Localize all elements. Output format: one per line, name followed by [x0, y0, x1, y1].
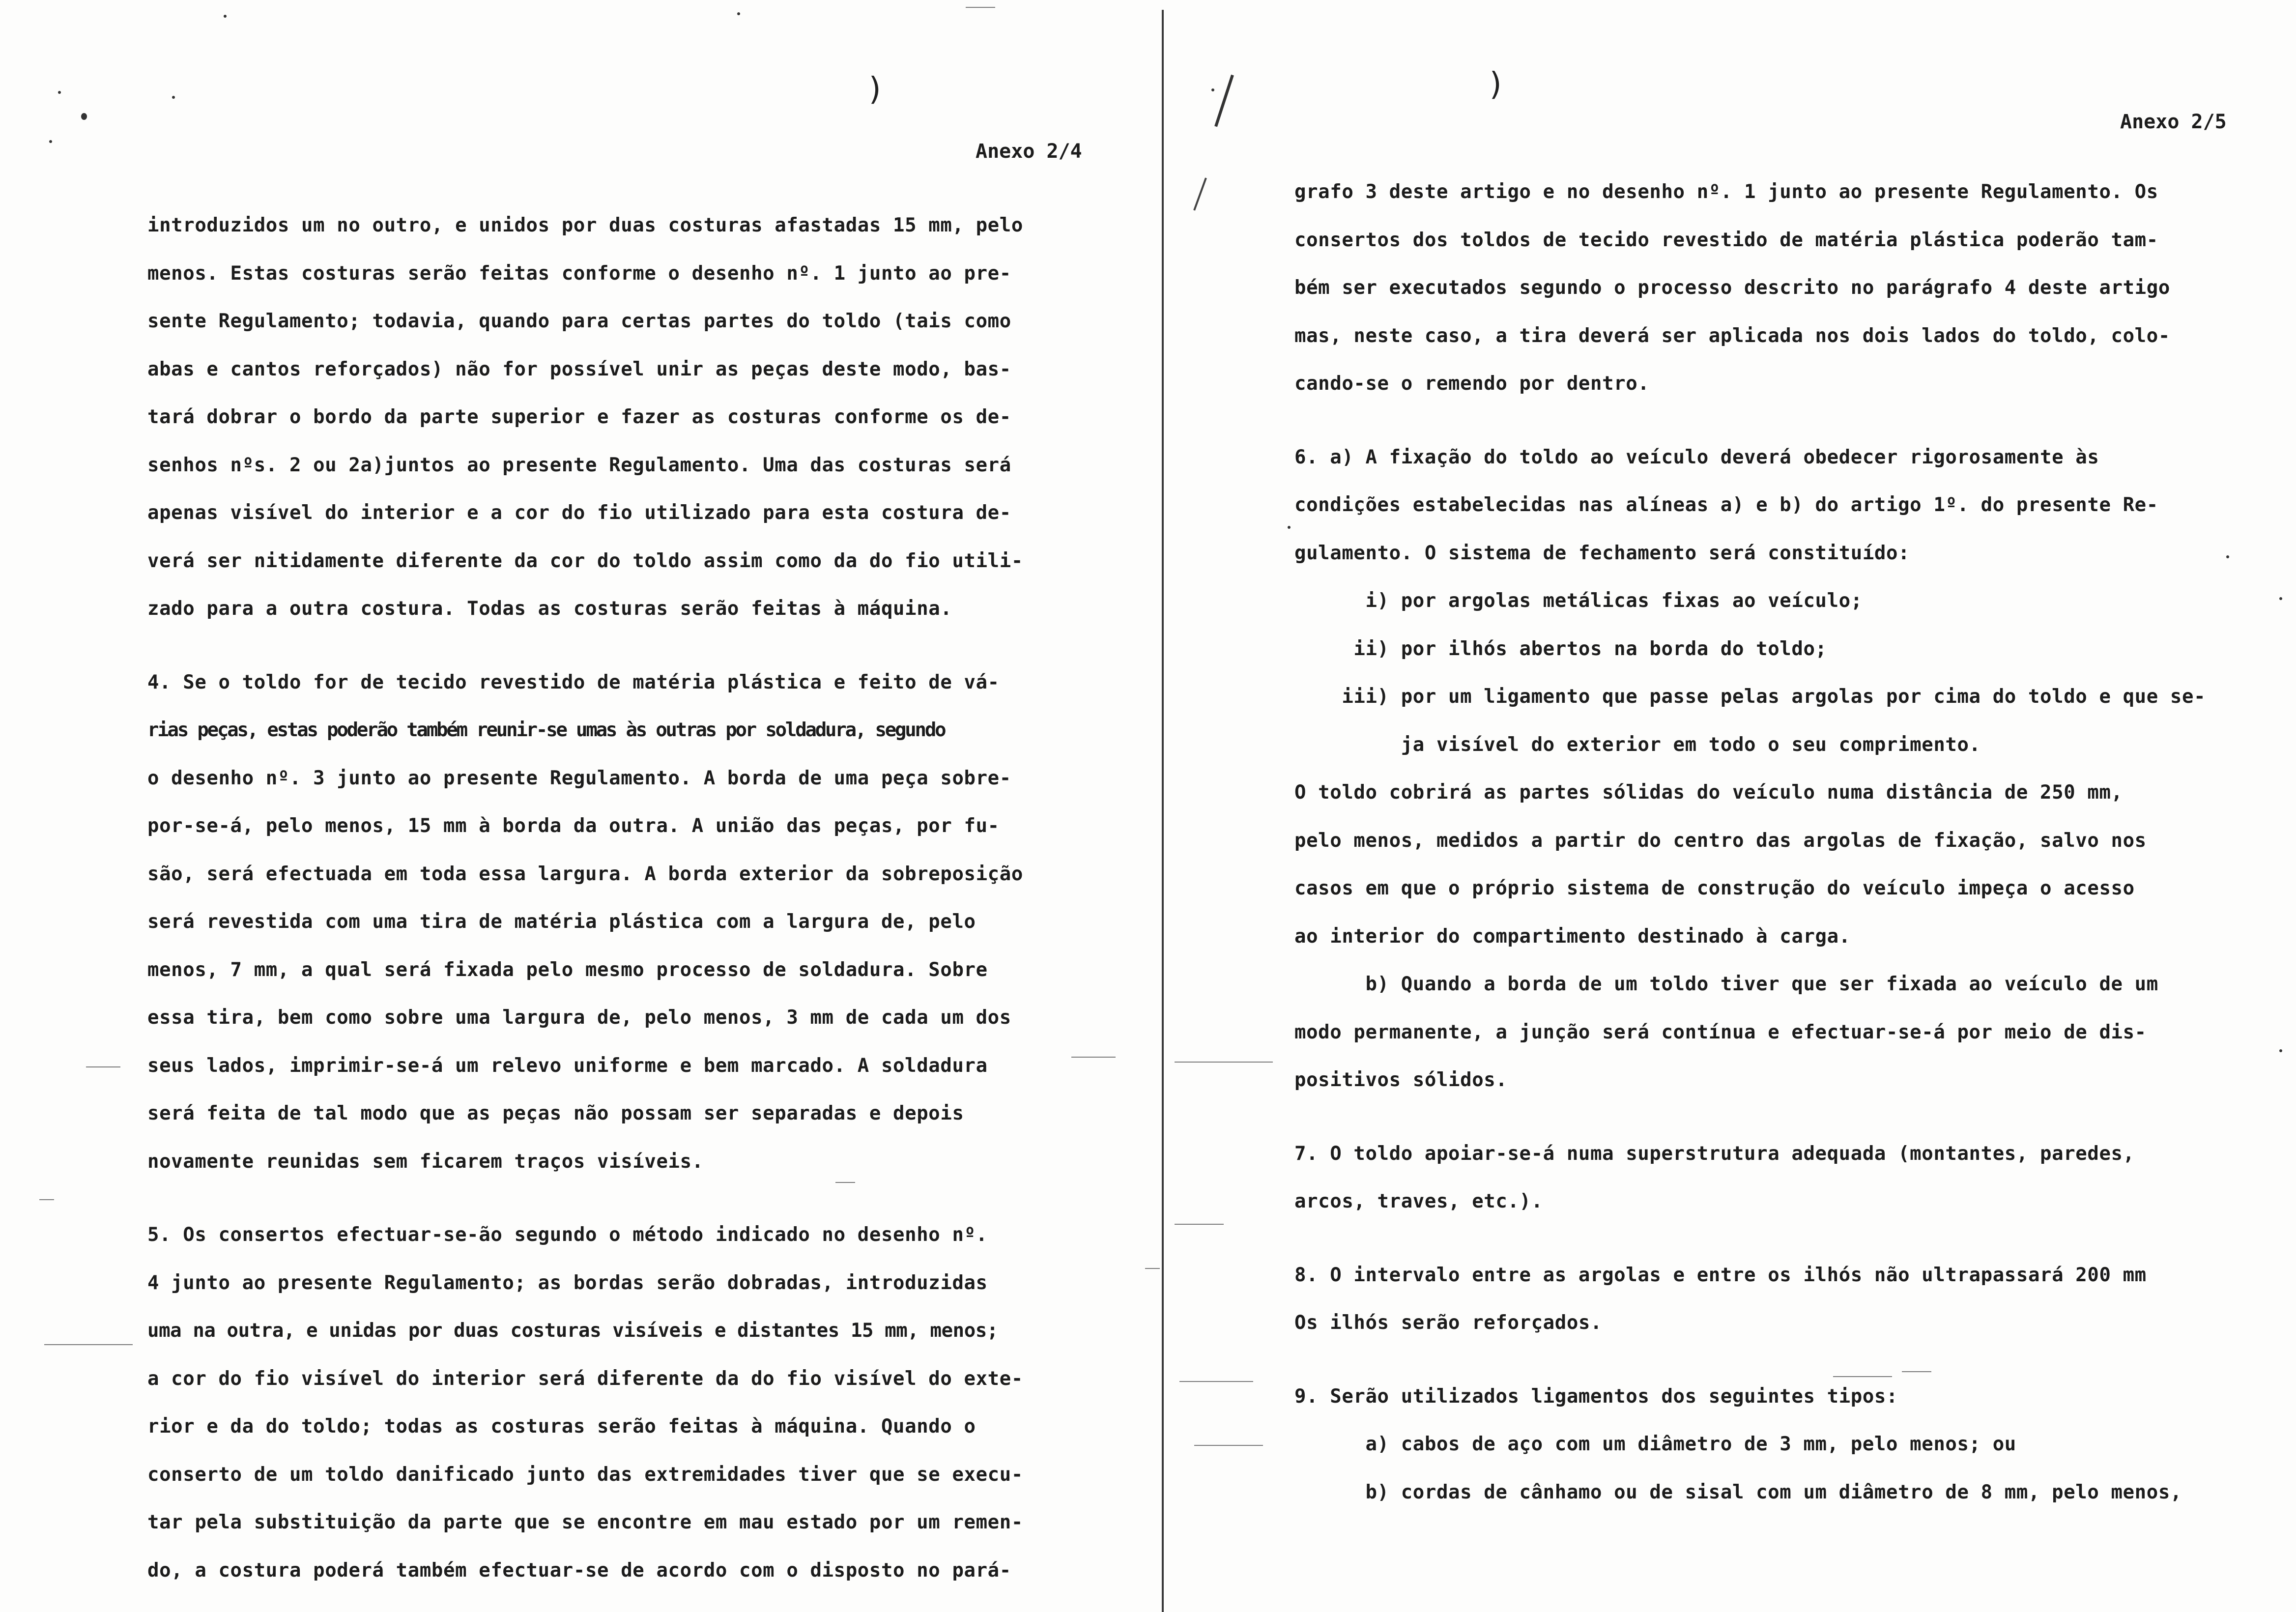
- left-body-text: [147, 202, 1023, 1594]
- text-line: ja visível do exterior em todo o seu comprimento.: [1294, 733, 1981, 756]
- scan-speck: [224, 15, 227, 18]
- text-line: ao interior do compartimento destinado à carga.: [1294, 925, 1851, 948]
- scan-dash: [39, 1199, 54, 1200]
- scan-dash: [1175, 1062, 1273, 1063]
- scan-dash: [966, 7, 995, 8]
- list-item-iii: iii) por um ligamento que passe pelas argolas por cima do toldo e que se-: [1294, 686, 2206, 708]
- text-line: consertos dos toldos de tecido revestido de matéria plástica poderão tam-: [1294, 229, 2158, 251]
- text-line: mas, neste caso, a tira deverá ser aplicada nos dois lados do toldo, colo-: [1294, 324, 2170, 347]
- scan-speck: [2279, 1049, 2282, 1052]
- paragraph-gap: [1294, 1104, 2206, 1130]
- text-line: 4 junto ao presente Regulamento; as bordas serão dobradas, introduzidas: [147, 1271, 988, 1294]
- paragraph-gap: [1294, 1226, 2206, 1251]
- scan-speck: [58, 91, 61, 94]
- text-line: menos. Estas costuras serão feitas conforme o desenho nº. 1 junto ao pre-: [147, 262, 1011, 285]
- text-line: a cor do fio visível do interior será diferente da do fio visível do exte-: [147, 1367, 1023, 1390]
- text-line: conserto de um toldo danificado junto das extremidades tiver que se execu-: [147, 1463, 1023, 1486]
- scan-dash: [1145, 1268, 1160, 1269]
- scan-dash: [1194, 1445, 1263, 1446]
- paren-mark: ): [1487, 66, 1506, 103]
- scan-speck: [1211, 88, 1214, 91]
- text-line: senhos nºs. 2 ou 2a)juntos ao presente Regulamento. Uma das costuras será: [147, 454, 1011, 476]
- paragraph-6-line: 6. a) A fixação do toldo ao veículo deverá obedecer rigorosamente às: [1294, 446, 2099, 468]
- paragraph-gap: [147, 633, 1023, 659]
- text-line: casos em que o próprio sistema de construção do veículo impeça o acesso: [1294, 877, 2135, 899]
- text-line: verá ser nitidamente diferente da cor do toldo assim como da do fio utili-: [147, 549, 1023, 572]
- text-line: novamente reunidas sem ficarem traços visíveis.: [147, 1150, 704, 1173]
- text-line: por-se-á, pelo menos, 15 mm à borda da outra. A união das peças, por fu-: [147, 815, 1000, 837]
- text-line: arcos, traves, etc.).: [1294, 1190, 1543, 1212]
- text-line: positivos sólidos.: [1294, 1069, 1508, 1091]
- text-line: do, a costura poderá também efectuar-se de acordo com o disposto no pará-: [147, 1559, 1011, 1582]
- scan-speck: [737, 12, 740, 15]
- scan-speck: [1288, 526, 1291, 529]
- scan-speck: [2279, 597, 2282, 600]
- scan-dash: [1175, 1224, 1224, 1225]
- scan-speck: [172, 96, 175, 99]
- text-line: o desenho nº. 3 junto ao presente Regulamento. A borda de uma peça sobre-: [147, 767, 1011, 789]
- scan-dash: [1071, 1057, 1116, 1058]
- text-line: será feita de tal modo que as peças não possam ser separadas e depois: [147, 1102, 964, 1124]
- paragraph-4-line: 4. Se o toldo for de tecido revestido de matéria plástica e feito de vá-: [147, 671, 1000, 693]
- text-line: essa tira, bem como sobre uma largura de, pelo menos, 3 mm de cada um dos: [147, 1007, 1011, 1029]
- scan-dash: [1179, 1381, 1253, 1382]
- list-item-ii: ii) por ilhós abertos na borda do toldo;: [1294, 637, 1827, 660]
- paragraph-8-line: 8. O intervalo entre as argolas e entre os ilhós não ultrapassará 200 mm: [1294, 1264, 2147, 1286]
- text-line: introduzidos um no outro, e unidos por duas costuras afastadas 15 mm, pelo: [147, 214, 1023, 236]
- list-item-a: a) cabos de aço com um diâmetro de 3 mm, pelo menos; ou: [1294, 1433, 2016, 1455]
- scan-stroke: [1193, 177, 1207, 210]
- paragraph-9-line: 9. Serão utilizados ligamentos dos seguintes tipos:: [1294, 1385, 1898, 1408]
- scan-dash: [1902, 1371, 1931, 1372]
- paragraph-6b-line: b) Quando a borda de um toldo tiver que ser fixada ao veículo de um: [1294, 973, 2158, 995]
- text-line: rior e da do toldo; todas as costuras serão feitas à máquina. Quando o: [147, 1415, 976, 1438]
- list-item-b: b) cordas de cânhamo ou de sisal com um diâmetro de 8 mm, pelo menos,: [1294, 1481, 2182, 1503]
- page-header: Anexo 2/4: [976, 140, 1082, 163]
- text-line: abas e cantos reforçados) não for possível unir as peças deste modo, bas-: [147, 358, 1011, 380]
- text-line: uma na outra, e unidas por duas costuras visíveis e distantes 15 mm, menos;: [147, 1320, 998, 1342]
- scan-dash: [86, 1066, 120, 1067]
- right-body-text: [1294, 168, 2206, 1516]
- paren-mark: ): [866, 71, 885, 108]
- paragraph-gap: [147, 1185, 1023, 1211]
- text-line: seus lados, imprimir-se-á um relevo uniforme e bem marcado. A soldadura: [147, 1054, 988, 1077]
- text-line: modo permanente, a junção será contínua e efectuar-se-á por meio de dis-: [1294, 1021, 2147, 1043]
- paragraph-7-line: 7. O toldo apoiar-se-á numa superstrutura adequada (montantes, paredes,: [1294, 1142, 2135, 1165]
- page-header: Anexo 2/5: [2120, 111, 2227, 133]
- text-line: gulamento. O sistema de fechamento será constituído:: [1294, 542, 1910, 564]
- text-line: será revestida com uma tira de matéria plástica com a largura de, pelo: [147, 911, 976, 933]
- list-item-i: i) por argolas metálicas fixas ao veículo;: [1294, 590, 1863, 612]
- text-line: tar pela substituição da parte que se encontre em mau estado por um remen-: [147, 1511, 1023, 1533]
- text-line: O toldo cobrirá as partes sólidas do veículo numa distância de 250 mm,: [1294, 781, 2123, 804]
- text-line: cando-se o remendo por dentro.: [1294, 373, 1650, 395]
- text-line: pelo menos, medidos a partir do centro das argolas de fixação, salvo nos: [1294, 829, 2147, 852]
- scan-dash: [835, 1182, 855, 1183]
- text-line: sente Regulamento; todavia, quando para certas partes do toldo (tais como: [147, 310, 1011, 332]
- text-line: Os ilhós serão reforçados.: [1294, 1312, 1603, 1334]
- paragraph-gap: [1294, 1347, 2206, 1373]
- scan-stroke: [1214, 75, 1234, 127]
- text-line: bém ser executados segundo o processo descrito no parágrafo 4 deste artigo: [1294, 277, 2170, 299]
- scan-speck: [49, 140, 52, 143]
- paragraph-gap: [1294, 408, 2206, 433]
- scan-speck: [2226, 555, 2229, 558]
- text-line: rias peças, estas poderão também reunir-se umas às outras por soldadura, segundo: [147, 719, 945, 741]
- paragraph-5-line: 5. Os consertos efectuar-se-ão segundo o método indicado no desenho nº.: [147, 1224, 988, 1246]
- text-line: menos, 7 mm, a qual será fixada pelo mesmo processo de soldadura. Sobre: [147, 958, 988, 981]
- text-line: zado para a outra costura. Todas as costuras serão feitas à máquina.: [147, 598, 952, 620]
- text-line: grafo 3 deste artigo e no desenho nº. 1 junto ao presente Regulamento. Os: [1294, 181, 2158, 203]
- scan-speck: [81, 113, 87, 120]
- text-line: são, será efectuada em toda essa largura. A borda exterior da sobreposição: [147, 863, 1023, 885]
- text-line: apenas visível do interior e a cor do fio utilizado para esta costura de-: [147, 502, 1011, 524]
- page-divider: [1162, 10, 1164, 1612]
- scan-dash: [1833, 1376, 1892, 1377]
- scan-dash: [44, 1344, 133, 1345]
- text-line: tará dobrar o bordo da parte superior e fazer as costuras conforme os de-: [147, 406, 1011, 428]
- text-line: condições estabelecidas nas alíneas a) e b) do artigo 1º. do presente Re-: [1294, 494, 2158, 516]
